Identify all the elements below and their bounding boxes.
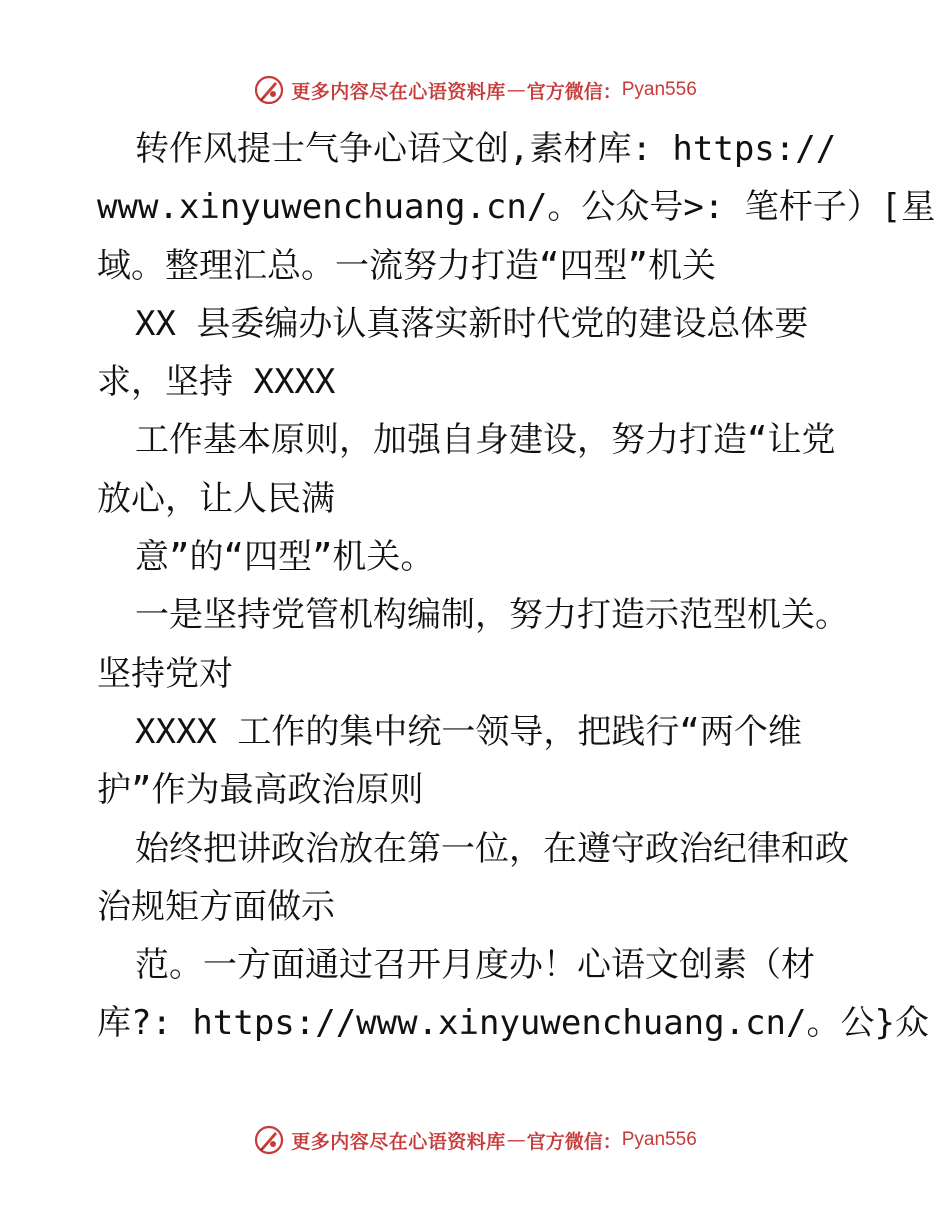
text-line: 转作风提士气争心语文创,素材库: https://: [135, 129, 837, 169]
banner-dash: —: [506, 79, 526, 101]
text-line: 坚持党对: [97, 653, 233, 694]
text-line: 域。整理汇总。一流努力打造“四型”机关: [97, 245, 716, 286]
text-line: 范。一方面通过召开月度办！心语文创素（材: [135, 945, 815, 986]
banner-label: 官方微信：: [526, 1130, 622, 1153]
quill-logo-icon: [253, 74, 285, 106]
text-line: 护”作为最高政治原则: [97, 770, 424, 811]
text-line: XXXX 工作的集中统一领导，把践行“两个维: [135, 711, 802, 752]
text-line: 放心，让人民满: [97, 478, 335, 519]
text-line: XX 县委编办认真落实新时代党的建设总体要: [135, 303, 809, 344]
document-body: [97, 120, 936, 1053]
banner-text: 更多内容尽在心语资料库: [291, 80, 506, 103]
text-line: 始终把讲政治放在第一位，在遵守政治纪律和政: [135, 828, 849, 869]
text-line: 意”的“四型”机关。: [135, 537, 435, 578]
text-line: 治规矩方面做示: [97, 886, 335, 927]
text-line: 求，坚持 XXXX: [97, 362, 336, 403]
quill-logo-icon: [253, 1124, 285, 1156]
text-line: 库?: https://www.xinyuwenchuang.cn/。公}众: [97, 1003, 929, 1044]
header-banner[interactable]: [0, 70, 950, 110]
text-line: 工作基本原则，加强自身建设，努力打造“让党: [135, 420, 836, 461]
banner-dash: —: [506, 1129, 526, 1151]
banner-wechat-id: Pyan556: [621, 1129, 697, 1150]
banner-label: 官方微信：: [526, 80, 622, 103]
banner-text: 更多内容尽在心语资料库: [291, 1130, 506, 1153]
text-line: www.xinyuwenchuang.cn/。公众号>: 笔杆子）[星: [97, 187, 936, 228]
banner-wechat-id: Pyan556: [621, 79, 697, 100]
footer-banner[interactable]: [0, 1120, 950, 1160]
text-line: 一是坚持党管机构编制，努力打造示范型机关。: [135, 595, 849, 636]
